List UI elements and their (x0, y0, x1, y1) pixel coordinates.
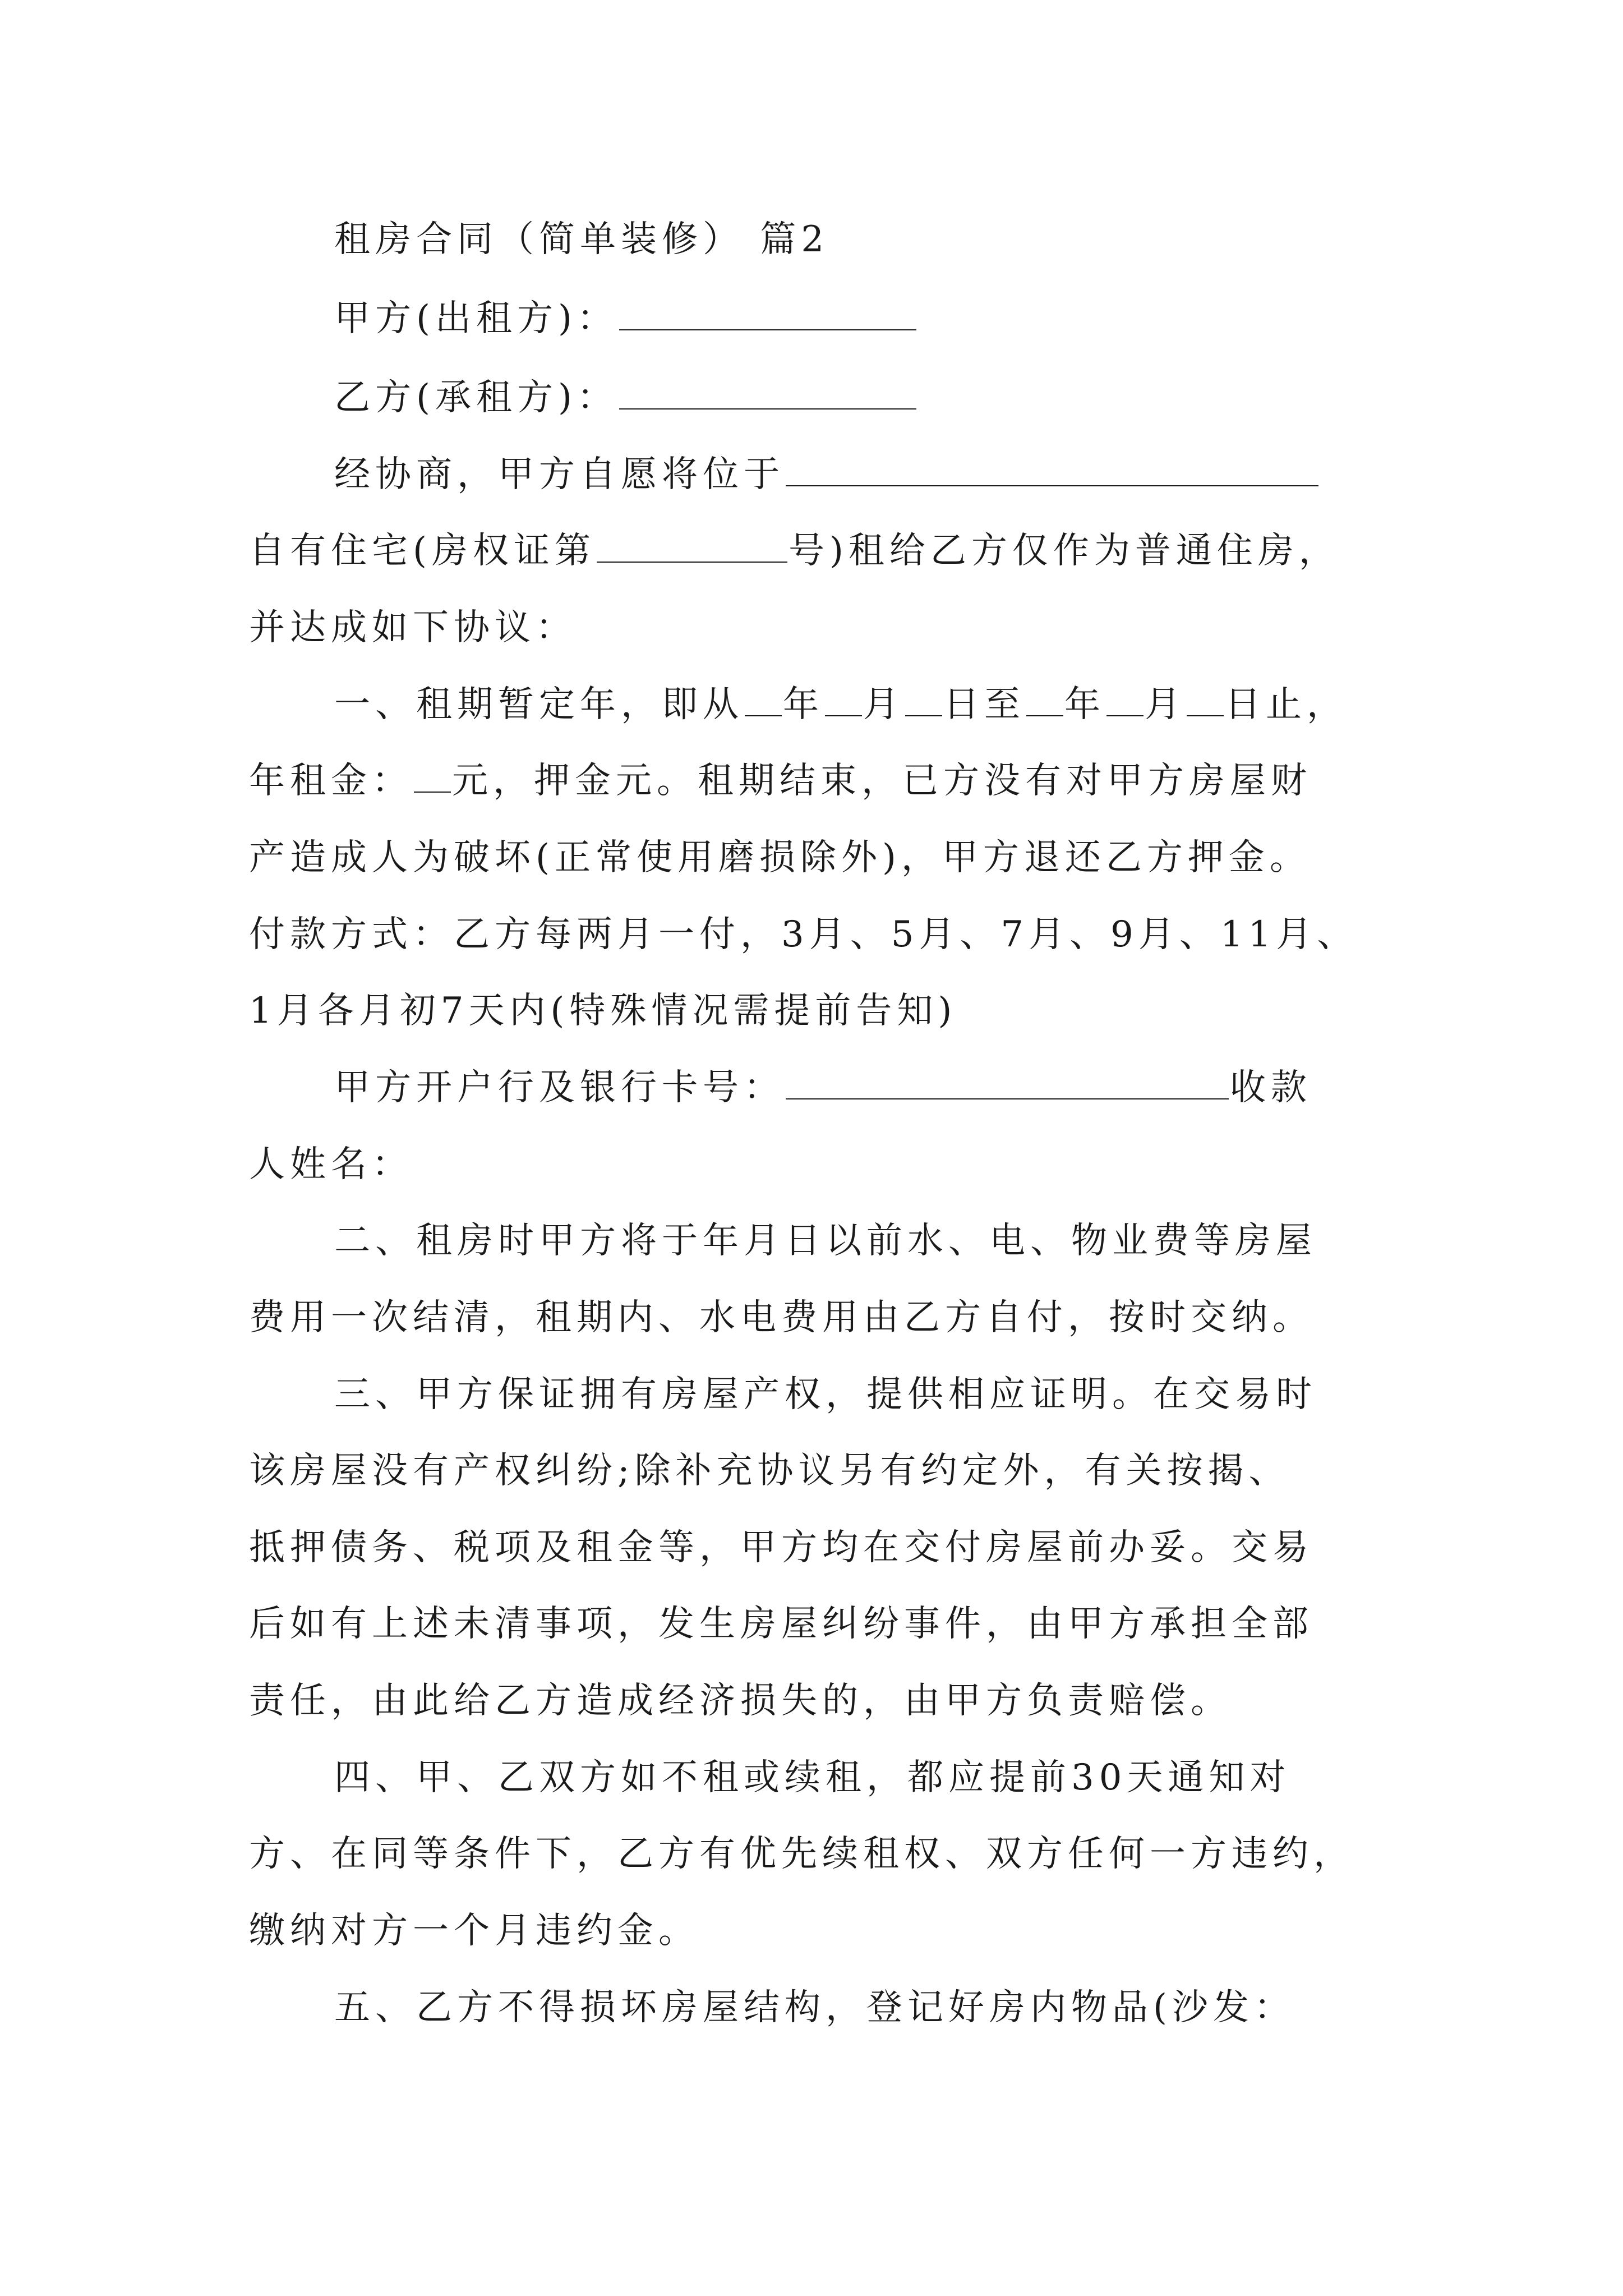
end-day-blank (1187, 684, 1224, 716)
clause-1-text-a5: 年 (1064, 684, 1105, 725)
address-blank (786, 454, 1318, 486)
party-b-line (334, 374, 917, 421)
start-month-blank (825, 684, 862, 716)
clause-1-line-5 (249, 987, 957, 1034)
clause-4-text-b: 方、在同等条件下，乙方有优先续租权、双方任何一方违约， (249, 1833, 1354, 1875)
party-a-blank (619, 298, 916, 330)
clause-3-text-b: 该房屋没有产权纠纷;除补充协议另有约定外，有关按揭、 (249, 1450, 1290, 1492)
clause-5-line-1 (334, 1984, 1295, 2031)
bank-card-blank (786, 1067, 1229, 1099)
party-b-label: 乙方(承租方)： (334, 377, 618, 418)
clause-3-text-e: 责任，由此给乙方造成经济损失的，由甲方负责赔偿。 (249, 1680, 1232, 1722)
clause-4-line-3 (249, 1907, 699, 1954)
intro-text-3: 号)租给乙方仅作为普通住房， (788, 530, 1340, 572)
clause-4-line-1 (334, 1754, 1290, 1801)
intro-text-1: 经协商，甲方自愿将位于 (334, 454, 785, 495)
clause-1-text-e: 1月各月初7天内(特殊情况需提前告知) (249, 990, 957, 1032)
clause-3-line-3 (249, 1524, 1313, 1571)
start-year-blank (745, 684, 782, 716)
title-text: 租房合同（简单装修） 篇2 (334, 219, 829, 260)
party-a-label: 甲方(出租方)： (334, 298, 618, 339)
bank-text-a2: 收款 (1230, 1067, 1312, 1108)
clause-1-line-1 (334, 681, 1348, 728)
clause-4-line-2 (249, 1830, 1354, 1878)
party-b-blank (619, 377, 916, 409)
clause-2-line-2 (249, 1294, 1313, 1341)
intro-line-3 (249, 604, 577, 651)
clause-2-line-1 (334, 1217, 1317, 1264)
bank-text-a1: 甲方开户行及银行卡号： (334, 1067, 785, 1108)
end-year-blank (1026, 684, 1063, 716)
intro-line-2 (249, 527, 1340, 574)
bank-line-1 (334, 1064, 1312, 1111)
clause-1-text-c: 产造成人为破坏(正常使用磨损除外)，甲方退还乙方押金。 (249, 837, 1311, 878)
clause-1-line-3 (249, 834, 1311, 881)
clause-1-text-b1: 年租金： (249, 760, 413, 802)
clause-5-text-a: 五、乙方不得损坏房屋结构，登记好房内物品(沙发： (334, 1987, 1295, 2028)
clause-1-text-a3: 月 (863, 684, 904, 725)
clause-1-text-a4: 日至 (943, 684, 1025, 725)
clause-3-line-4 (249, 1600, 1313, 1648)
clause-3-text-c: 抵押债务、税项及租金等，甲方均在交付房屋前办妥。交易 (249, 1527, 1313, 1568)
clause-1-text-a7: 日止， (1225, 684, 1348, 725)
intro-text-4: 并达成如下协议： (249, 607, 577, 648)
end-month-blank (1106, 684, 1144, 716)
certificate-number-blank (597, 530, 787, 563)
clause-2-text-a: 二、租房时甲方将于年月日以前水、电、物业费等房屋 (334, 1220, 1317, 1262)
clause-1-line-4 (249, 911, 1358, 958)
clause-1-text-a1: 一、租期暂定年，即从 (334, 684, 744, 725)
bank-line-2 (249, 1141, 413, 1188)
clause-3-line-5 (249, 1677, 1232, 1724)
clause-3-text-d: 后如有上述未清事项，发生房屋纠纷事件，由甲方承担全部 (249, 1603, 1313, 1645)
clause-3-line-2 (249, 1447, 1290, 1494)
clause-1-line-2 (249, 757, 1312, 804)
annual-rent-blank (414, 760, 451, 793)
clause-1-text-d: 付款方式：乙方每两月一付，3月、5月、7月、9月、11月、 (249, 914, 1358, 955)
clause-1-text-a6: 月 (1145, 684, 1186, 725)
clause-3-line-1 (334, 1371, 1317, 1418)
bank-text-b: 人姓名： (249, 1144, 413, 1185)
clause-2-text-b: 费用一次结清，租期内、水电费用由乙方自付，按时交纳。 (249, 1297, 1313, 1338)
start-day-blank (905, 684, 942, 716)
document-title (334, 216, 829, 263)
clause-4-text-c: 缴纳对方一个月违约金。 (249, 1910, 699, 1952)
clause-4-text-a: 四、甲、乙双方如不租或续租，都应提前30天通知对 (334, 1757, 1291, 1798)
clause-1-text-b2: 元，押金元。租期结束，已方没有对甲方房屋财 (452, 760, 1312, 802)
party-a-line (334, 295, 917, 342)
clause-3-text-a: 三、甲方保证拥有房屋产权，提供相应证明。在交易时 (334, 1374, 1317, 1415)
clause-1-text-a2: 年 (783, 684, 824, 725)
intro-text-2: 自有住宅(房权证第 (249, 530, 596, 572)
intro-line-1 (334, 451, 1320, 498)
